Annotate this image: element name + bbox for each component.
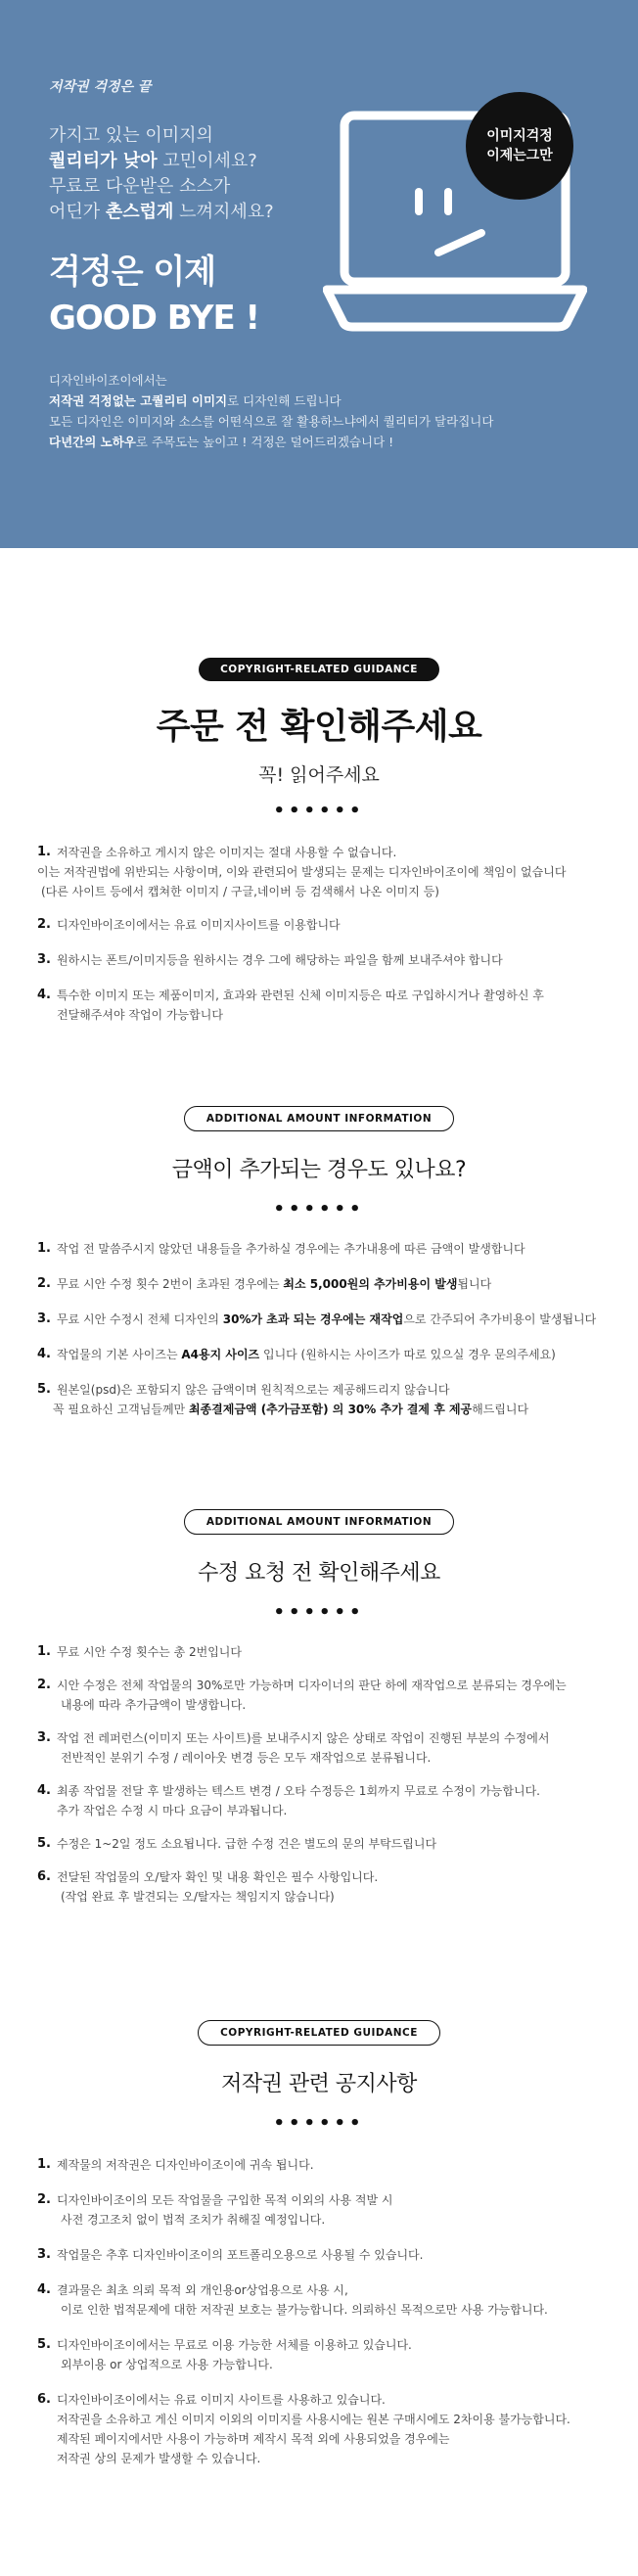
section-title: 주문 전 확인해주세요 (156, 707, 482, 747)
list-item (37, 2155, 609, 2175)
item-number: 5. (37, 1836, 51, 1851)
item-line: 디자인바이조이에서는 유료 이미지사이트를 이용합니다 (57, 918, 341, 932)
item-text (57, 1274, 609, 1294)
hero-headline-english: GOOD BYE ! (49, 299, 260, 338)
revision-request-section (0, 1458, 638, 1957)
item-line: 디자인바이조이에서는 무료로 이용 가능한 서체를 이용하고 있습니다. (57, 2338, 412, 2352)
list-item (37, 1310, 609, 1329)
item-line: 내용에 따라 추가금액이 발생합니다. (61, 1698, 247, 1712)
list-item (37, 1345, 609, 1364)
section-pill: ADDITIONAL AMOUNT INFORMATION (184, 1106, 454, 1131)
item-line: 원본일(psd)은 포함되지 않은 금액이며 원칙적으로는 제공해드리지 않습니다 (57, 1383, 450, 1397)
list-item (37, 1239, 609, 1259)
item-segment: 꼭 필요하신 고객님들께만 (53, 1403, 189, 1416)
notice-list (0, 843, 638, 1025)
desc-rest: 로 디자인해 드립니다 (227, 393, 342, 408)
item-number: 2. (37, 917, 51, 932)
item-text (57, 1676, 609, 1715)
item-number: 2. (37, 2192, 51, 2207)
list-item (37, 2280, 609, 2320)
item-line: 시안 수정은 전체 작업물의 30%로만 가능하며 디자이너의 판단 하에 재작업으로 분류되는 경우에는 (57, 1679, 567, 1692)
hero-question-line: 가지고 있는 이미지의 (49, 125, 213, 146)
list-item (37, 2245, 609, 2265)
item-segment: 무료 시안 수정시 전체 디자인의 (57, 1312, 223, 1326)
additional-amount-section (0, 1057, 638, 1458)
item-number: 3. (37, 1311, 51, 1326)
item-number: 2. (37, 1276, 51, 1291)
list-item (37, 915, 609, 935)
section-pill: ADDITIONAL AMOUNT INFORMATION (184, 1509, 454, 1535)
notice-list (0, 1239, 638, 1419)
item-line: 저작권을 소유하고 게시지 않은 이미지는 절대 사용할 수 없습니다. (57, 846, 397, 859)
copyright-notice-section (0, 1957, 638, 2576)
section-subtitle: 꼭! 읽어주세요 (258, 764, 380, 786)
item-line: 결과물은 최초 의뢰 목적 외 개인용or상업용으로 사용 시, (57, 2283, 348, 2297)
item-number: 1. (37, 1644, 51, 1659)
item-line: 이로 인한 법적문제에 대한 저작권 보호는 불가능합니다. 의뢰하신 목적으로만 사용 가능합니다. (61, 2303, 548, 2317)
item-number: 1. (37, 845, 51, 859)
item-line: 디자인바이조이의 모든 작업물을 구입한 목적 이외의 사용 적발 시 (57, 2193, 393, 2207)
item-line: 제작물의 저작권은 디자인바이조이에 귀속 됩니다. (57, 2158, 314, 2172)
list-item (37, 950, 609, 970)
hero-banner (0, 0, 638, 548)
highlight-text: 퀄리티가 낮아 (49, 151, 158, 171)
item-line (53, 1400, 609, 1419)
hero-tag: 저작권 걱정은 끝 (49, 79, 152, 95)
hero-question-rest: 느껴지세요? (173, 202, 274, 222)
desc-line (49, 391, 493, 411)
list-item (37, 1781, 609, 1820)
item-text (57, 2190, 609, 2230)
item-line: 저작권을 소유하고 게신 이미지 이외의 이미지를 사용시에는 원본 구매시에도 2차이용 불가능합니다. (57, 2413, 570, 2426)
section-title: 금액이 추가되는 경우도 있나요? (171, 1158, 467, 1182)
item-bold: 최종결제금액 (추가금포함) 의 30% 추가 결제 후 제공 (188, 1403, 473, 1416)
item-number: 3. (37, 2247, 51, 2262)
item-text (57, 2280, 609, 2320)
dots-divider: •••••• (273, 1199, 365, 1219)
list-item (37, 1274, 609, 1294)
hero-headline: 걱정은 이제 (49, 253, 216, 292)
item-line: 디자인바이조이에서는 유료 이미지 사이트를 사용하고 있습니다. (57, 2393, 386, 2407)
item-line: 제작된 페이지에서만 사용이 가능하며 제작시 목적 외에 사용되었을 경우에는 (57, 2432, 450, 2446)
list-item (37, 1380, 609, 1419)
item-text (57, 1834, 609, 1854)
desc-line: 디자인바이조이에서는 (49, 373, 167, 388)
badge-line: 이미지걱정 (486, 128, 553, 144)
item-text (57, 950, 609, 970)
item-text (57, 1867, 609, 1907)
item-line: 특수한 이미지 또는 제품이미지, 효과와 관련된 신체 이미지등은 따로 구입하시거나 촬영하신 후 (57, 989, 544, 1002)
item-line: 최종 작업물 전달 후 발생하는 텍스트 변경 / 오타 수정등은 1회까지 무료로 수정이 가능합니다. (57, 1784, 540, 1798)
hero-question-pre: 어딘가 (49, 202, 106, 222)
item-text (57, 986, 609, 1025)
item-line: 원하시는 폰트/이미지등을 원하시는 경우 그에 해당하는 파일을 함께 보내주셔야 합니다 (57, 953, 503, 967)
list-item (37, 1728, 609, 1768)
hero-questions (49, 123, 274, 225)
desc-rest: 로 주목도는 높이고 ! 걱정은 덜어드리겠습니다 ! (135, 435, 394, 449)
notice-list (0, 2155, 638, 2468)
item-number: 4. (37, 988, 51, 1002)
item-bold: 30%가 초과 되는 경우에는 재작업 (222, 1312, 404, 1326)
item-text (57, 1310, 609, 1329)
item-number: 1. (37, 2157, 51, 2172)
item-number: 6. (37, 2392, 51, 2407)
section-pill: COPYRIGHT-RELATED GUIDANCE (199, 658, 439, 681)
list-item (37, 2390, 609, 2468)
item-text (57, 2155, 609, 2175)
item-number: 5. (37, 1382, 51, 1397)
item-bold: 최소 5,000원의 추가비용이 발생 (283, 1277, 458, 1291)
item-line: 이는 저작권법에 위반되는 사항이며, 이와 관련되어 발생되는 문제는 디자인바이조이에 책임이 없습니다 (37, 865, 567, 879)
dots-divider: •••••• (273, 1602, 365, 1623)
list-item (37, 2335, 609, 2374)
dots-divider: •••••• (273, 801, 365, 821)
section-title: 수정 요청 전 확인해주세요 (198, 1561, 440, 1586)
item-line: 작업 전 레퍼런스(이미지 또는 사이트)를 보내주시지 않은 상태로 작업이 진행된 부분의 수정에서 (57, 1731, 550, 1745)
desc-bold: 다년간의 노하우 (49, 435, 136, 449)
badge-circle (466, 92, 573, 200)
item-text (57, 2245, 609, 2265)
item-number: 4. (37, 1347, 51, 1361)
item-text (57, 2390, 609, 2468)
item-text (57, 1642, 609, 1662)
section-title: 저작권 관련 공지사항 (221, 2072, 417, 2096)
item-number: 4. (37, 2282, 51, 2297)
list-item (37, 1834, 609, 1854)
desc-line (49, 432, 493, 452)
item-line: 전달해주셔야 작업이 가능합니다 (57, 1008, 223, 1022)
item-text (37, 843, 609, 901)
item-number: 4. (37, 1783, 51, 1798)
item-number: 3. (37, 1730, 51, 1745)
item-text (57, 1345, 609, 1364)
list-item (37, 1867, 609, 1907)
item-line: 저작권 상의 문제가 발생할 수 있습니다. (57, 2452, 261, 2465)
item-line: 무료 시안 수정 횟수는 총 2번입니다 (57, 1645, 242, 1659)
item-line: (다른 사이트 등에서 캡쳐한 이미지 / 구글,네이버 등 검색해서 나온 이미지 등) (41, 885, 439, 898)
section-pill: COPYRIGHT-RELATED GUIDANCE (198, 2020, 440, 2046)
item-line: 작업물은 추후 디자인바이조이의 포트폴리오용으로 사용될 수 있습니다. (57, 2248, 424, 2262)
item-line: 외부이용 or 상업적으로 사용 가능합니다. (61, 2358, 273, 2371)
item-segment: 무료 시안 수정 횟수 2번이 초과된 경우에는 (57, 1277, 284, 1291)
badge-line: 이제는그만 (486, 148, 553, 163)
notice-list (0, 1642, 638, 1907)
item-text (57, 1728, 609, 1768)
highlight-text: 촌스럽게 (105, 202, 174, 222)
list-item (37, 986, 609, 1025)
item-number: 2. (37, 1678, 51, 1692)
item-line: 수정은 1~2일 정도 소요됩니다. 급한 수정 건은 별도의 문의 부탁드립니다 (57, 1837, 437, 1851)
item-number: 3. (37, 952, 51, 967)
item-line: 전달된 작업물의 오/탈자 확인 및 내용 확인은 필수 사항입니다. (57, 1870, 379, 1884)
item-number: 6. (37, 1869, 51, 1884)
item-line: 전반적인 분위기 수정 / 레이아웃 변경 등은 모두 재작업으로 분류됩니다. (61, 1751, 432, 1765)
item-segment: 으로 간주되어 추가비용이 발생됩니다 (403, 1312, 597, 1326)
list-item (37, 843, 609, 901)
hero-question-rest: 고민이세요? (157, 151, 257, 171)
item-line: (작업 완료 후 발견되는 오/탈자는 책임지지 않습니다) (61, 1890, 335, 1904)
item-segment: 해드립니다 (472, 1403, 529, 1416)
item-segment: 작업물의 기본 사이즈는 (57, 1348, 182, 1361)
item-segment: 됩니다 (457, 1277, 492, 1291)
item-text (53, 1380, 609, 1419)
hero-description (49, 370, 493, 452)
hero-question-line (49, 200, 274, 225)
list-item (37, 1642, 609, 1662)
hero-question-line (49, 149, 274, 174)
order-check-section (0, 548, 638, 1057)
list-item (37, 1676, 609, 1715)
item-text (57, 1781, 609, 1820)
hero-question-line: 무료로 다운받은 소스가 (49, 176, 231, 197)
desc-bold: 저작권 걱정없는 고퀄리티 이미지 (49, 393, 228, 408)
list-item (37, 2190, 609, 2230)
item-number: 5. (37, 2337, 51, 2352)
item-text (57, 915, 609, 935)
dots-divider: •••••• (273, 2113, 365, 2134)
item-line: 추가 작업은 수정 시 마다 요금이 부과됩니다. (57, 1804, 288, 1817)
item-bold: A4용지 사이즈 (181, 1348, 260, 1361)
desc-line: 모든 디자인은 이미지와 소스를 어떤식으로 잘 활용하느냐에서 퀄리티가 달라집니다 (49, 414, 494, 429)
item-segment: 입니다 (원하시는 사이즈가 따로 있으실 경우 문의주세요) (259, 1348, 556, 1361)
item-text (57, 2335, 609, 2374)
item-number: 1. (37, 1241, 51, 1256)
item-line: 사전 경고조치 없이 법적 조치가 취해질 예정입니다. (61, 2213, 326, 2227)
item-text: 작업 전 말씀주시지 않았던 내용들을 추가하실 경우에는 추가내용에 따른 금액이 발생합니다 (57, 1242, 525, 1256)
